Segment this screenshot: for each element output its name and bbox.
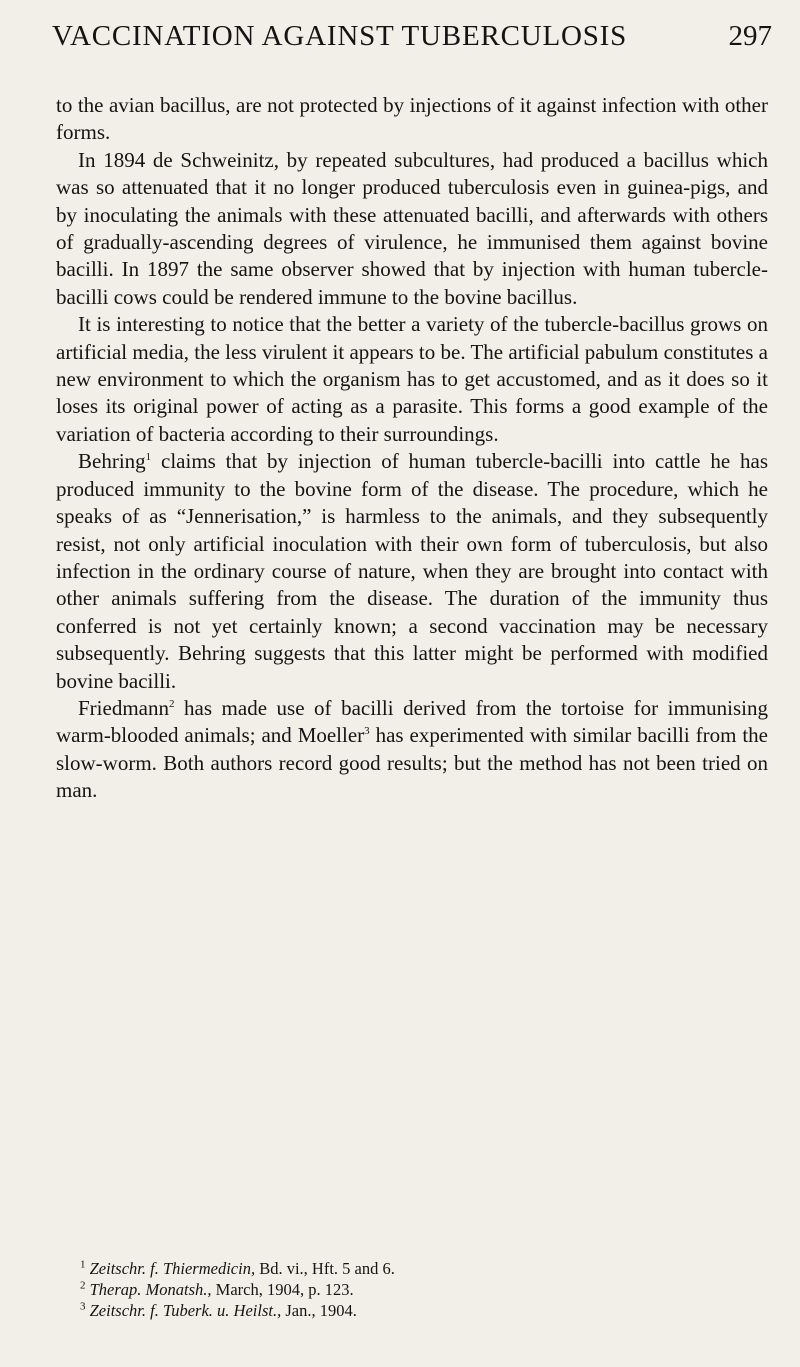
footnote-mark: 2 — [80, 1279, 86, 1292]
footnote-journal: Zeitschr. f. Tuberk. u. Heilst., — [89, 1301, 282, 1320]
footnote-ref-3[interactable]: 3 — [364, 725, 370, 738]
page-number: 297 — [728, 20, 772, 52]
paragraph-4-text: claims that by injection of human tubercle-bacilli into cattle he has produced immunity to the bovine form of the disease. The procedure, which he speaks of as “Jennerisation,” is harmless to the animals, and they subsequently resist, not only artificial inoculation with their own form of tuberculosis, but also infection in the ordinary course of nature, when they are brought into contact with other animals suffering from the disease. The duration of the immunity thus conferred is not yet certainly known; a second vaccination may be necessary subsequently. Behring suggests that this latter might be performed with modified bovine bacilli. — [56, 449, 768, 693]
footnote-ref-2[interactable]: 2 — [168, 697, 175, 710]
footnote-detail: Bd. vi., Hft. 5 and 6. — [255, 1259, 395, 1278]
paragraph-4 — [56, 448, 768, 695]
running-head-title: VACCINATION AGAINST TUBERCULOSIS — [52, 20, 628, 52]
footnote-2 — [56, 1279, 768, 1300]
paragraph-1: to the avian bacillus, are not protected by injections of it against infection with other forms. — [56, 93, 768, 145]
footnote-3 — [56, 1300, 768, 1321]
paragraph-3: It is interesting to notice that the better a variety of the tubercle-bacillus grows on artificial media, the less virulent it appears to be. The artificial pabulum constitutes a new environment to which the organism has to get accustomed, and as it does so it loses its original power of acting as a parasite. This forms a good example of the variation of bacteria according to their surroundings. — [56, 312, 768, 446]
footnote-detail: Jan., 1904. — [281, 1301, 357, 1320]
footnote-journal: Therap. Monatsh., — [89, 1280, 212, 1299]
paragraph-5-lead: Friedmann — [78, 695, 169, 720]
footnote-mark: 1 — [80, 1258, 86, 1271]
paragraph-5-text: has experimented with similar bacilli from the slow-worm. Both authors record good results; but the method has not been tried on man. — [56, 723, 768, 803]
footnote-journal: Zeitschr. f. Thiermedicin, — [89, 1259, 256, 1278]
paragraph-2: In 1894 de Schweinitz, by repeated subcultures, had produced a bacillus which was so attenuated that it no longer produced tuberculosis even in guinea-pigs, and by inoculating the animals with these attenuated bacilli, and afterwards with others of gradually-ascending degrees of virulence, he immunised them against bovine bacilli. In 1897 the same observer showed that by injection with human tubercle-bacilli cows could be rendered immune to the bovine bacillus. — [56, 147, 768, 309]
running-head — [52, 14, 772, 70]
footnote-mark: 3 — [80, 1300, 86, 1313]
footnote-ref-1[interactable]: 1 — [145, 451, 152, 464]
body-text — [56, 92, 768, 805]
footnotes — [56, 1258, 768, 1321]
footnote-detail: March, 1904, p. 123. — [211, 1280, 354, 1299]
paragraph-4-lead: Behring — [78, 449, 146, 474]
paragraph-5-middle: has made use of bacilli derived from the tortoise for immunising warm-blooded animals; and Moeller — [56, 695, 768, 748]
footnote-1 — [56, 1258, 768, 1279]
paragraph-5 — [56, 695, 768, 805]
